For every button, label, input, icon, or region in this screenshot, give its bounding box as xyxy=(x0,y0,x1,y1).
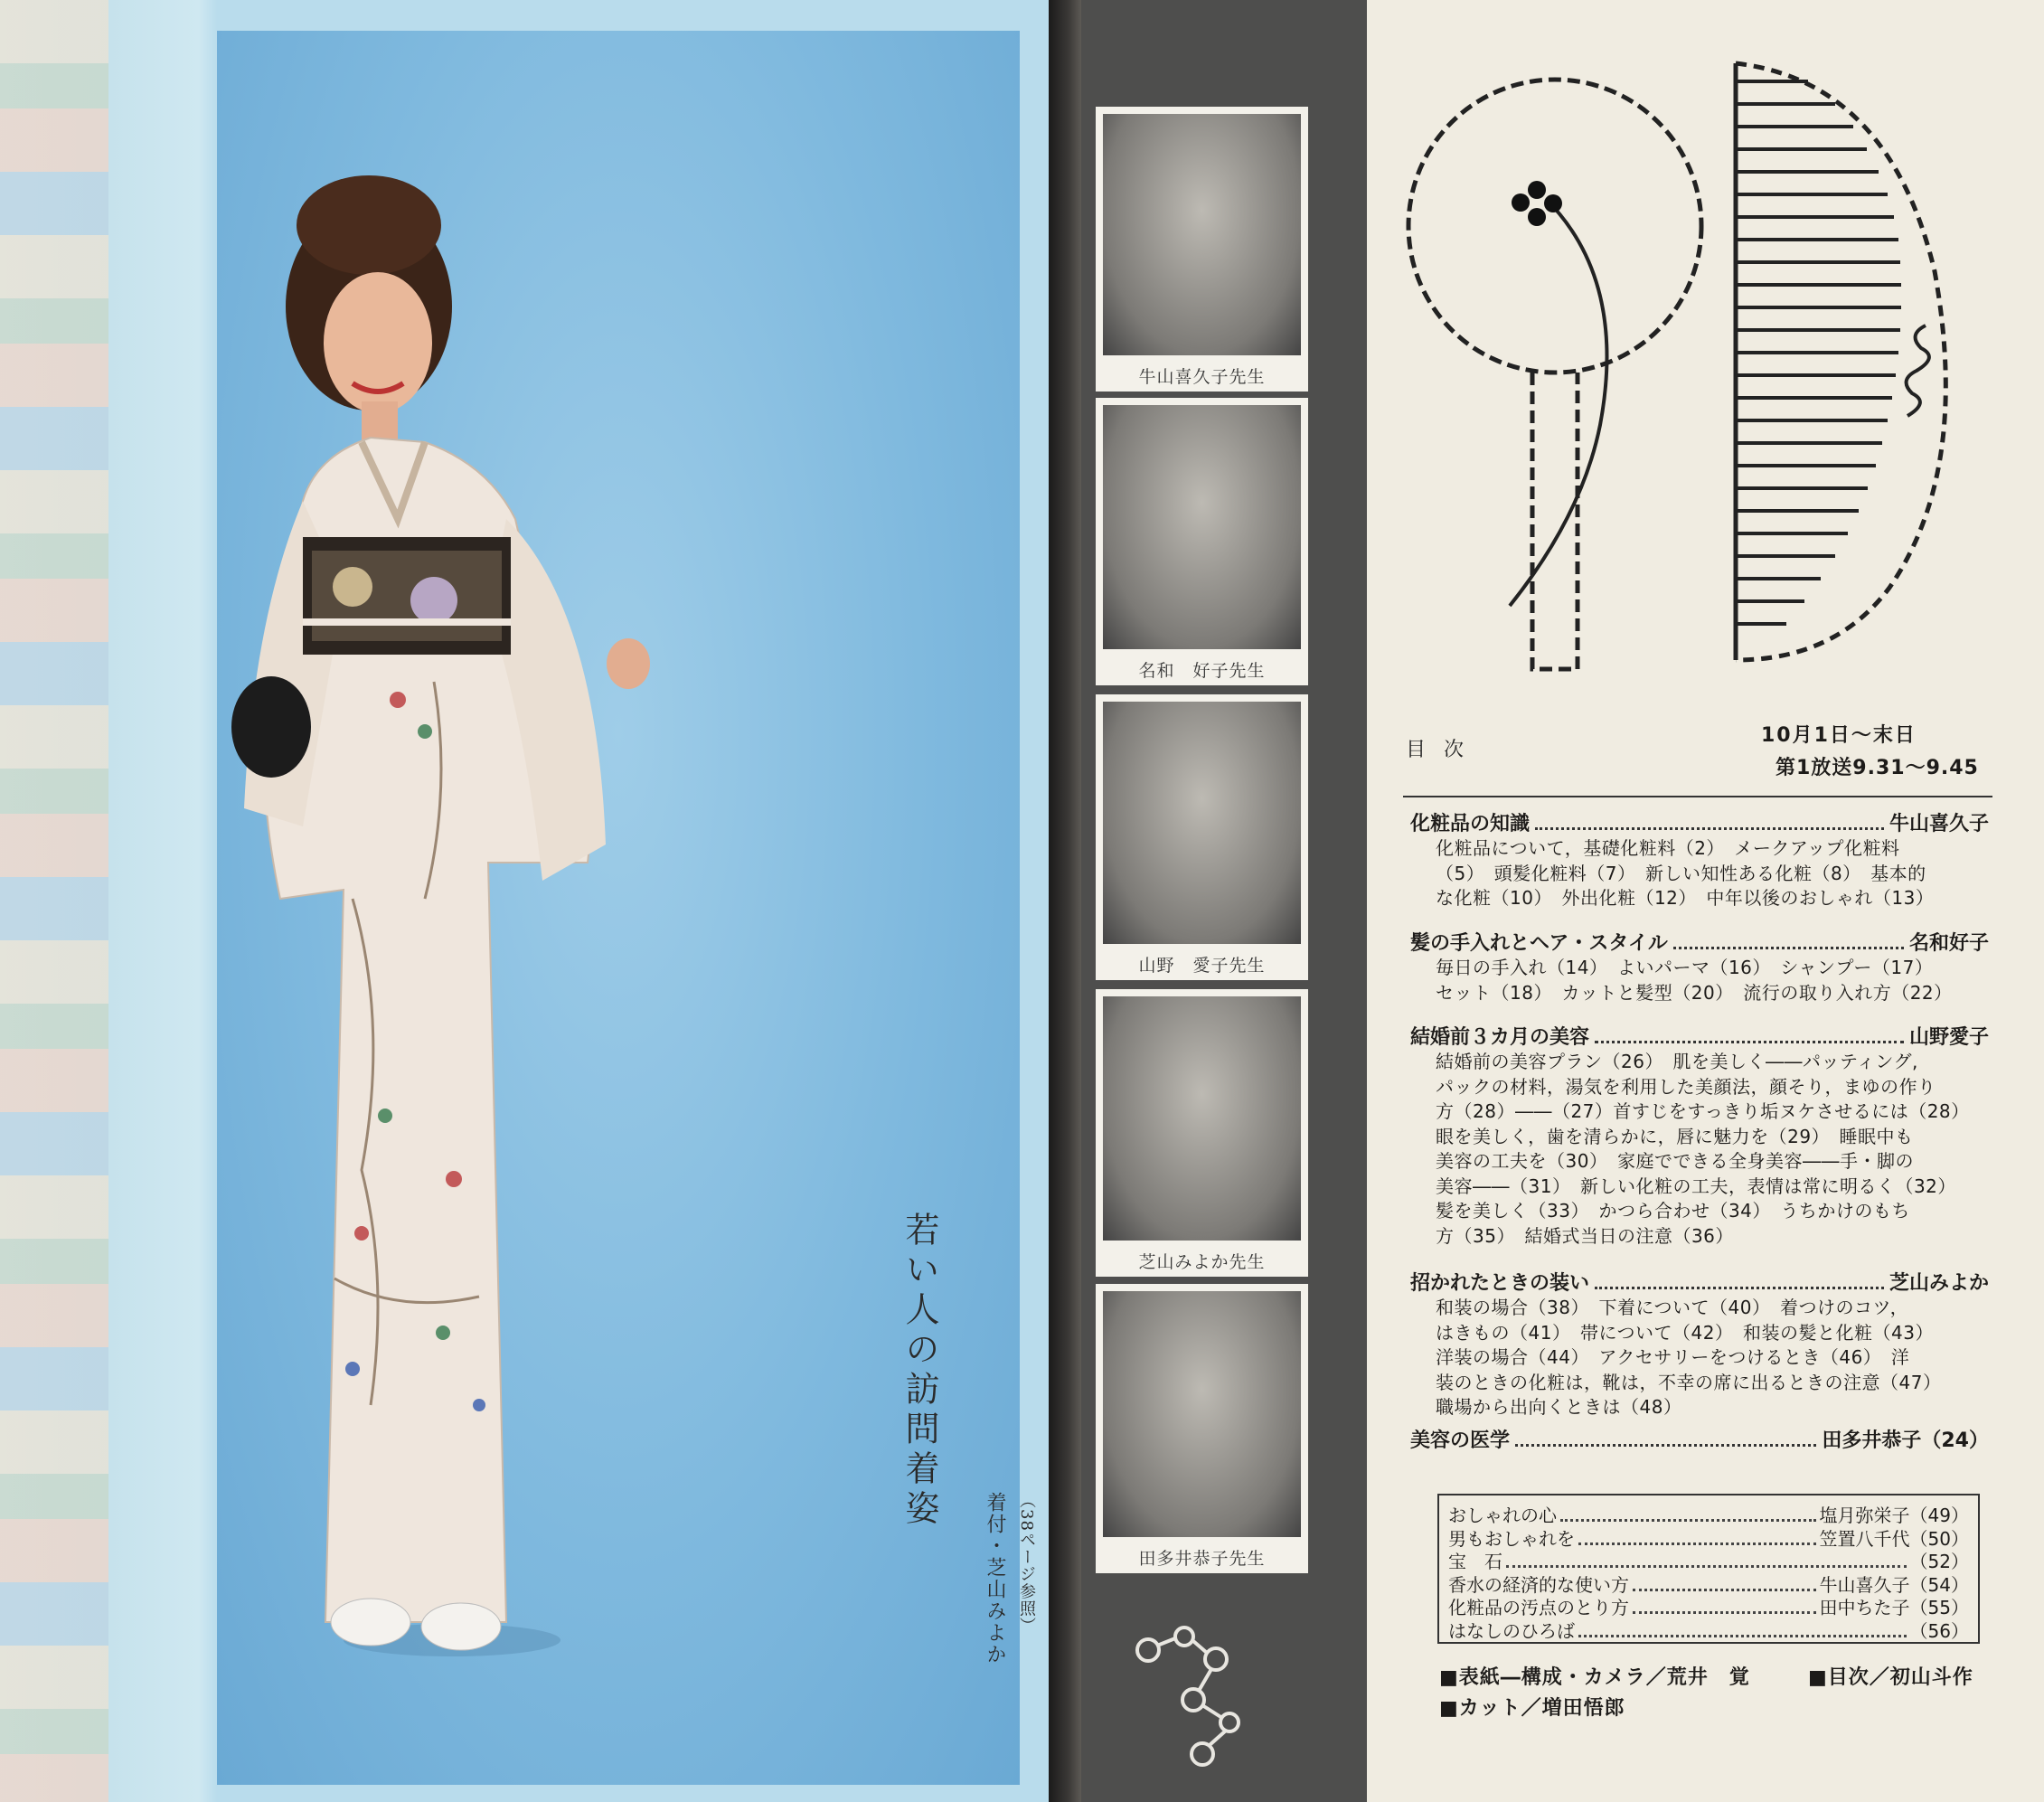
section-line: 美容の工夫を（30） 家庭でできる全身美容――手・脚の xyxy=(1436,1150,1914,1172)
kimono-page-reference: （38ページ参照） xyxy=(1017,1492,1036,1635)
toc-heading: 目次 xyxy=(1406,739,1483,761)
item-title: おしゃれの心 xyxy=(1448,1505,1557,1526)
section-line: 洋装の場合（44） アクセサリーをつけるとき（46） 洋 xyxy=(1436,1346,1910,1368)
molecule-decoration-icon xyxy=(1130,1600,1257,1772)
portrait-caption: 田多井恭子先生 xyxy=(1138,1549,1266,1569)
cut-credit: ■カット／増田悟郎 xyxy=(1439,1697,1625,1720)
section-title: 髪の手入れとヘア・スタイル xyxy=(1410,932,1668,955)
item-author: （56） xyxy=(1909,1619,1969,1642)
portrait-caption: 芝山みよか先生 xyxy=(1138,1252,1266,1272)
item-author: （52） xyxy=(1909,1551,1969,1572)
section-line: （5） 頭髪化粧料（7） 新しい知性ある化粧（8） 基本的 xyxy=(1436,862,1926,884)
section-title: 化粧品の知識 xyxy=(1410,813,1531,835)
portrait-caption: 牛山喜久子先生 xyxy=(1138,367,1266,387)
section-line: 眼を美しく，歯を清らかに，唇に魅力を（29） 睡眠中も xyxy=(1436,1125,1914,1147)
section-author: 山野愛子 xyxy=(1908,1026,1989,1049)
book-spine xyxy=(1049,0,1081,1802)
item-title: 男もおしゃれを xyxy=(1448,1527,1575,1550)
portrait-photo xyxy=(1103,702,1301,944)
portrait-shibayama xyxy=(1096,989,1308,1277)
section-line: な化粧（10） 外出化粧（12） 中年以後のおしゃれ（13） xyxy=(1436,887,1935,909)
portrait-nawa xyxy=(1096,398,1308,685)
toc-divider xyxy=(1403,796,1992,797)
item-author: 塩月弥栄子（49） xyxy=(1819,1505,1969,1526)
portrait-caption: 山野 愛子先生 xyxy=(1138,956,1266,976)
section-title: 結婚前３カ月の美容 xyxy=(1410,1026,1590,1049)
list-item xyxy=(1448,1524,1969,1548)
section-line: はきもの（41） 帯について（42） 和装の髪と化粧（43） xyxy=(1436,1321,1934,1344)
kimono-photo-title: 若い人の訪問着姿 xyxy=(900,1212,939,1530)
toc-boxed-list xyxy=(1437,1494,1980,1644)
portrait-photo xyxy=(1103,114,1301,355)
kimono-dresser-credit: 着付・芝山みよか xyxy=(984,1492,1006,1665)
section-title: 招かれたときの装い xyxy=(1410,1272,1590,1295)
cover-credit: ■表紙―構成・カメラ／荒井 覚 xyxy=(1439,1666,1750,1689)
item-author: 牛山喜久子（54） xyxy=(1819,1573,1969,1596)
list-item xyxy=(1448,1547,1969,1571)
toc-section xyxy=(1410,812,1989,911)
section-author: 田多井恭子（24） xyxy=(1822,1429,1989,1452)
section-line: 髪を美しく（33） かつら合わせ（34） うちかけのもち xyxy=(1436,1200,1910,1222)
list-item xyxy=(1448,1501,1969,1524)
section-line: パックの材料，湯気を利用した美顔法，顔そり，まゆの作り xyxy=(1436,1075,1936,1098)
item-title: 香水の経済的な使い方 xyxy=(1448,1573,1629,1596)
section-line: 和装の場合（38） 下着について（40） 着つけのコツ， xyxy=(1436,1297,1909,1318)
portrait-yamano xyxy=(1096,694,1308,980)
mirror-comb-illustration xyxy=(1383,45,1971,678)
section-line: 方（35） 結婚式当日の注意（36） xyxy=(1436,1224,1734,1247)
portrait-caption: 名和 好子先生 xyxy=(1138,661,1266,681)
blurred-cover-strip xyxy=(0,0,108,1802)
section-line: 方（28）――（27）首すじをすっきり垢ヌケさせるには（28） xyxy=(1436,1100,1970,1122)
section-line: セット（18） カットと髪型（20） 流行の取り入れ方（22） xyxy=(1436,981,1953,1004)
toc-section xyxy=(1410,1429,1989,1453)
item-title: 宝 石 xyxy=(1448,1551,1502,1572)
list-item xyxy=(1448,1617,1969,1640)
toc-credit: ■目次／初山斗作 xyxy=(1808,1666,1973,1689)
item-title: はなしのひろば xyxy=(1448,1619,1575,1642)
portrait-photo xyxy=(1103,996,1301,1241)
portrait-ushiyama xyxy=(1096,107,1308,392)
section-title: 美容の医学 xyxy=(1410,1429,1511,1452)
list-item xyxy=(1448,1593,1969,1617)
item-author: 田中ちた子（55） xyxy=(1819,1597,1969,1618)
section-line: 結婚前の美容プラン（26） 肌を美しく――パッティング, xyxy=(1436,1051,1918,1072)
broadcast-time: 第1放送9.31～9.45 xyxy=(1776,757,1979,779)
toc-section xyxy=(1410,1025,1989,1249)
broadcast-date: 10月1日～末日 xyxy=(1761,724,1917,747)
section-line: 美容――（31） 新しい化粧の工夫，表情は常に明るく（32） xyxy=(1436,1175,1956,1197)
section-author: 芝山みよか xyxy=(1889,1272,1989,1295)
section-author: 名和好子 xyxy=(1908,932,1989,955)
toc-section xyxy=(1410,931,1989,1005)
portrait-photo xyxy=(1103,1291,1301,1537)
section-line: 装のときの化粧は，靴は，不幸の席に出るときの注意（47） xyxy=(1436,1371,1942,1393)
portrait-photo xyxy=(1103,405,1301,649)
section-line: 化粧品について，基礎化粧料（2） メークアップ化粧料 xyxy=(1436,837,1900,859)
list-item xyxy=(1448,1571,1969,1594)
section-author: 牛山喜久子 xyxy=(1889,813,1989,835)
item-title: 化粧品の汚点のとり方 xyxy=(1448,1597,1629,1618)
section-line: 職場から出向くときは（48） xyxy=(1436,1396,1682,1418)
item-author: 笠置八千代（50） xyxy=(1819,1527,1969,1550)
section-line: 毎日の手入れ（14） よいパーマ（16） シャンプー（17） xyxy=(1436,957,1934,978)
portrait-tadai xyxy=(1096,1284,1308,1573)
toc-section xyxy=(1410,1271,1989,1420)
